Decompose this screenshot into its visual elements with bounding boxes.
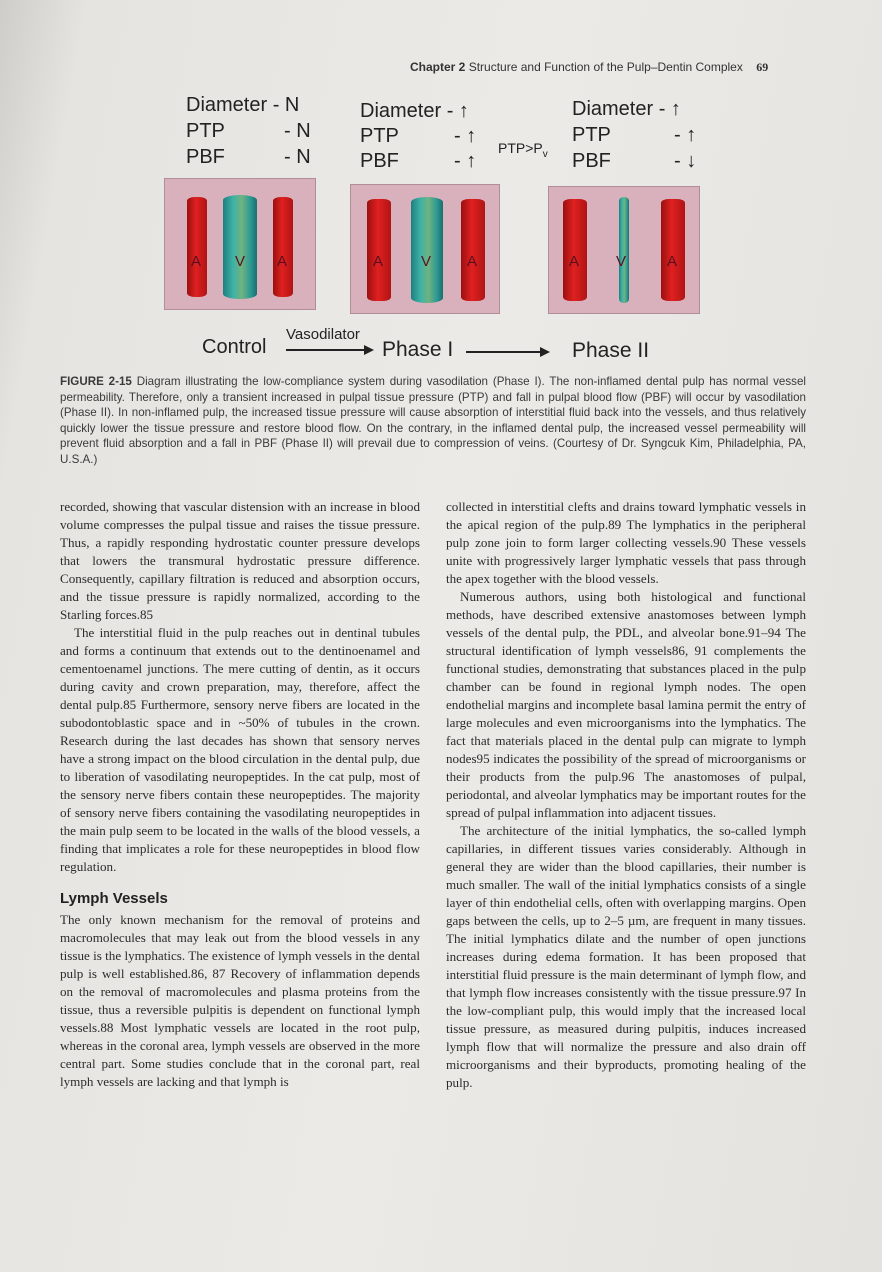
chapter-number: Chapter 2: [410, 60, 466, 74]
control-artery-left-label: A: [191, 253, 202, 270]
phase1-diameter: Diameter - ↑: [360, 100, 469, 122]
phase2-ptp-value: - ↑: [674, 124, 697, 146]
control-artery-left: [187, 197, 207, 297]
control-vein-label: V: [235, 253, 246, 270]
phase1-vein-label: V: [421, 253, 432, 270]
section-heading: Lymph Vessels: [60, 890, 168, 907]
control-ptp-value: - N: [284, 120, 311, 142]
control-pbf-value: - N: [284, 146, 311, 168]
vasodilator-arrow-head: [364, 345, 374, 355]
phase2-artery-right-label: A: [667, 253, 678, 270]
phase2-vessel-box: [548, 186, 700, 314]
ptp-pv-label: $PTP>P_v$: [498, 140, 548, 160]
paragraph: The only known mechanism for the removal of proteins and macromolecules that may leak out from the blood vessels in any tissue is the lymphatics. The existence of lymph vessels in the dental pulp is well established.86, 87 Recovery of inflammation depends on the removal of macromolecules and plasma proteins from the tissue, thus a reversible pulpitis is dependent on functional lymph vessels.88 Most lymphatic vessels are located in the root pulp, whereas in the coronal area, lymph vessels are observed in the more central part. Some studies conclude that in the coronal part, real lymph vessels are lacking and that lymph is: [60, 912, 420, 1089]
phase2-pbf-value: - ↓: [674, 150, 697, 172]
control-artery-right: [273, 197, 293, 297]
vasodilator-label: Vasodilator: [286, 326, 360, 343]
caption-text: Diagram illustrating the low-compliance system during vasodilation (Phase I). The non-inflamed dental pulp has normal vessel permeability. Therefore, only a transient increased in pulpal tissue pressure (PTP) and fall in pulpal blood flow (PBF) will occur by vasodilation (Phase II). In non-inflamed pulp, the increased tissue pressure will cause absorption of interstitial fluid back into the vessels, and thus relatively quickly lower the tissue pressure and restore blood flow. On the contrary, in the inflamed dental pulp, the increased vessel permeability will prevent fluid absorption and a fall in PBF (Phase II) will prevail due to compression of veins. (Courtesy of Dr. Syngcuk Kim, Philadelphia, PA, U.S.A.): [60, 375, 806, 466]
phase2-vein: [619, 197, 629, 303]
paragraph: Numerous authors, using both histological and functional methods, have described extensive anastomoses between lymph vessels of the dental pulp, the PDL, and alveolar bone.91–94 The structural identification of lymph vessels86, 91 complements the functional studies, demonstrating that substances placed in the pulp chamber can be found in regional lymph nodes. The open endothelial margins and incomplete basal lamina permit the entry of large molecules and even microorganisms into the lymphatics. The fact that materials placed in the dental pulp can migrate to lymph nodes95 indicates the possibility of the spread of microorganisms or their products from the pulp.96 The anastomoses of pulpal, periodontal, and alveolar lymphatics may be important routes for the spread of pulpal inflammation into adjacent tissues.: [446, 589, 806, 820]
phase2-label: Phase II: [572, 339, 650, 362]
control-pbf-label: PBF: [186, 146, 225, 168]
running-header: [410, 60, 768, 75]
phase2-pbf-label: PBF: [572, 150, 611, 172]
phase1-label: Phase I: [382, 338, 454, 361]
phase1-ptp-label: PTP: [360, 125, 399, 147]
phase1-vein: [411, 197, 443, 303]
text-column-left: [60, 498, 420, 1091]
paragraph: recorded, showing that vascular distension with an increase in blood volume compresses the pulpal tissue and raises the tissue pressure. Thus, a rapidly responding hydrostatic counter pressure develops that lowers the transmural hydrostatic pressure difference. Consequently, capillary filtration is reduced and absorption occurs, and the tissue pressure is rapidly normalized, according to the Starling forces.85: [60, 499, 420, 622]
paragraph: collected in interstitial clefts and drains toward lymphatic vessels in the apical region of the pulp.89 The lymphatics in the peripheral pulp zone join to form larger collecting vessels.90 These vessels unite with progressively larger lymphatic vessels that pass through the apex together with the blood vessels.: [446, 499, 806, 586]
control-ptp-label: PTP: [186, 120, 225, 142]
chapter-title: Structure and Function of the Pulp–Dentin Complex: [468, 60, 743, 74]
control-diameter: Diameter - N: [186, 94, 300, 116]
phase1-pbf-value: - ↑: [454, 150, 477, 172]
phase1-ptp-value: - ↑: [454, 125, 477, 147]
figure-caption: [60, 374, 806, 467]
phase1-vessel-box: [350, 184, 500, 314]
control-artery-right-label: A: [277, 253, 288, 270]
vasodilator-arrow-line: [286, 349, 366, 351]
phase2-artery-left-label: A: [569, 253, 580, 270]
phase-arrow-head: [540, 347, 550, 357]
paragraph: The architecture of the initial lymphatics, the so-called lymph capillaries, in different tissues varies considerably. Although in general they are wider than the blood capillaries, their number is much smaller. The wall of the initial lymphatics consists of a single layer of thin endothelial cells, often with overlapping margins. Open gaps between the cells, up to 2–5 µm, are frequent in many tissues. The initial lymphatics dilate and the number of open junctions increases during edema formation. It has been proposed that interstitial fluid pressure is the main determinant of lymph flow, and that lymph flow increases consistently with the tissue pressure.97 In the low-compliant pulp, this would imply that the increased local tissue pressure, as measured during pulpitis, induces increased lymph flow that will normalize the pressure and also drain off microorganisms and their byproducts, promoting healing of the pulp.: [446, 823, 806, 1090]
control-vein: [223, 195, 257, 299]
control-label: Control: [202, 336, 267, 358]
control-vessel-box: [164, 178, 316, 310]
phase1-artery-right: [461, 199, 485, 301]
phase2-artery-left: [563, 199, 587, 301]
paragraph: The interstitial fluid in the pulp reaches out in dentinal tubules and forms a continuum that extends out to the dentinoenamel and cementoenamel junctions. The mere cutting of dentin, as it occurs during cavity and crown preparation, may, therefore, affect the dental pulp.85 Furthermore, sensory nerve fibers are located in the subodontoblastic space and in ~50% of tubules in the crown. Research during the last decades has shown that sensory nerves have a strong impact on the blood circulation in the dental pulp, due to liberation of vasodilating neuropeptides. In the cat pulp, most of the sensory nerve fibers contain these neuropeptides. The majority of sensory nerve fibers containing the vasodilating neuropeptides in the main pulp seem to be located in the walls of the blood vessels, a finding that implicates a role for these neuropeptides in blood flow regulation.: [60, 625, 420, 874]
text-column-right: [446, 498, 806, 1092]
phase2-diameter: Diameter - ↑: [572, 98, 681, 120]
phase2-artery-right: [661, 199, 685, 301]
phase1-artery-left: [367, 199, 391, 301]
phase1-artery-right-label: A: [467, 253, 478, 270]
phase-arrow-line: [466, 351, 542, 353]
phase2-ptp-label: PTP: [572, 124, 611, 146]
phase1-artery-left-label: A: [373, 253, 384, 270]
page-number: 69: [756, 60, 769, 74]
phase2-vein-label: V: [616, 253, 627, 270]
figure-diagram: [160, 90, 720, 370]
figure-label: FIGURE 2-15: [60, 375, 132, 388]
phase1-pbf-label: PBF: [360, 150, 399, 172]
